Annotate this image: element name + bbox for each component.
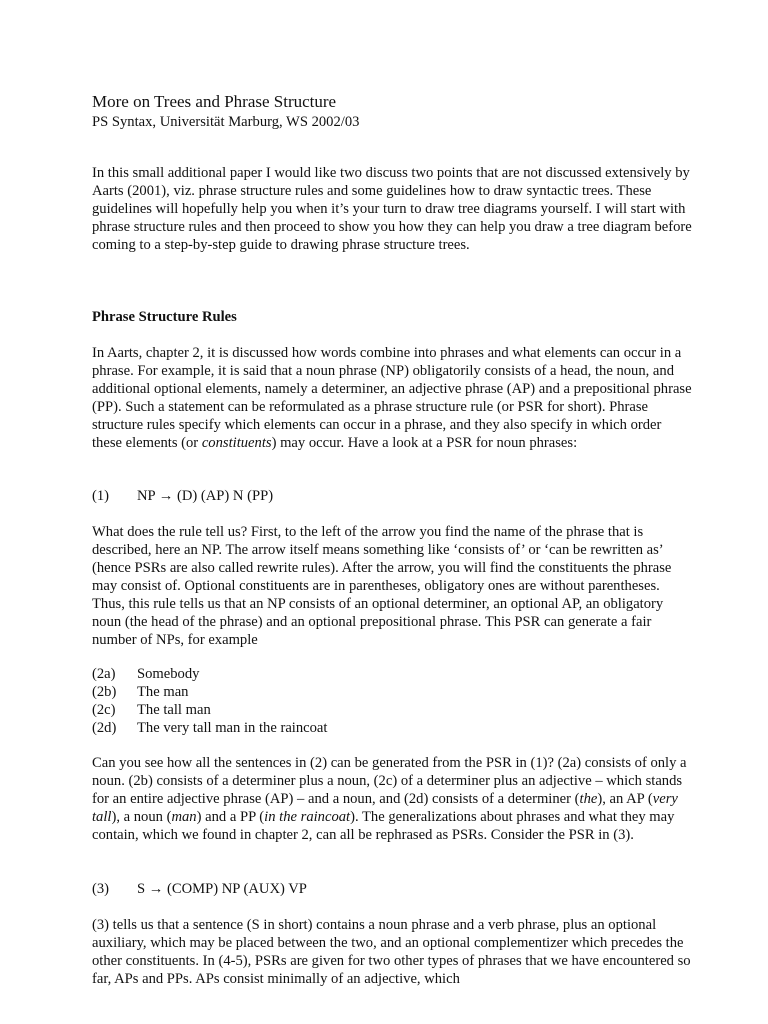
- paragraph-3-text-a: Can you see how all the sentences in (2) can be generated from the PSR in (1)? (2a) consists of only a noun. (2b) consists of a determiner plus a noun, (2c) of a determiner plus an adjective – which stands for an entire adjective phrase (AP) – and a noun, and (2d) consists of a determiner (: [92, 755, 687, 807]
- example-3: [92, 880, 307, 898]
- paragraph-1-text-a: In Aarts, chapter 2, it is discussed how words combine into phrases and what elements can occur in a phrase. For example, it is said that a noun phrase (NP) obligatorily consists of a head, the noun, and additional optional elements, namely a determiner, an adjective phrase (AP) and a prepositional phrase (PP). Such a statement can be reformulated as a phrase structure rule (or PSR for short). Phrase structure rules specify which elements can occur in a phrase, and they also specify in which order these elements (or: [92, 345, 692, 451]
- example-2-list: [92, 665, 327, 737]
- example-2b-text: The man: [137, 684, 189, 700]
- section-heading: Phrase Structure Rules: [92, 309, 237, 325]
- example-1-number: (1): [92, 488, 110, 504]
- example-2c-number: (2c): [92, 702, 116, 718]
- example-1-rule: NP → (D) (AP) N (PP): [137, 488, 274, 504]
- paragraph-3-emphasis-4: in the raincoat: [264, 809, 351, 825]
- example-2d-text: The very tall man in the raincoat: [137, 720, 328, 736]
- example-2d: [92, 719, 327, 737]
- paragraph-2: What does the rule tell us? First, to the left of the arrow you find the name of the phrase that is described, here an NP. The arrow itself means something like ‘consists of’ or ‘can be rewritten as’ (hence PSRs are also called rewrite rules). After the arrow, you will find the constituents the phrase may consist of. Optional constituents are in parentheses, obligatory ones are without parentheses. Thus, this rule tells us that an NP consists of an optional determiner, an optional AP, an obligatory noun (the head of the phrase) and an optional prepositional phrase. This PSR can generate a fair number of NPs, for example: [92, 524, 672, 648]
- paragraph-3-text-b: ), an AP (: [597, 791, 653, 807]
- paragraph-3-emphasis-3: man: [171, 809, 197, 825]
- paragraph-1-text-b: ) may occur. Have a look at a PSR for noun phrases:: [271, 435, 578, 451]
- paragraph-3-text-e: ). The generalizations about phrases and what they may contain, which we found in chapter 2, can all be rephrased as PSRs. Consider the PSR in (3).: [92, 809, 675, 843]
- example-2a: [92, 665, 327, 683]
- paragraph-3-emphasis-1: the: [579, 791, 598, 807]
- example-1: [92, 487, 273, 505]
- paragraph-3-text-d: ) and a PP (: [196, 809, 265, 825]
- paragraph-3-emphasis-2: very tall: [92, 791, 678, 825]
- example-2b-number: (2b): [92, 684, 117, 700]
- intro-paragraph: In this small additional paper I would like two discuss two points that are not discussed extensively by Aarts (2001), viz. phrase structure rules and some guidelines how to draw syntactic trees. These guidelines will hopefully help you when it’s your turn to draw tree diagrams yourself. I will start with phrase structure rules and then proceed to show you how they can help you draw a tree diagram before coming to a step-by-step guide to drawing phrase structure trees.: [92, 165, 692, 253]
- example-2d-number: (2d): [92, 720, 117, 736]
- example-2b: [92, 683, 327, 701]
- example-2a-text: Somebody: [137, 666, 200, 682]
- paragraph-1-emphasis: constituents: [201, 435, 272, 451]
- example-2a-number: (2a): [92, 666, 116, 682]
- paragraph-3-text-c: ), a noun (: [111, 809, 172, 825]
- document-page: [92, 91, 692, 987]
- document-subtitle: PS Syntax, Universität Marburg, WS 2002/03: [92, 114, 360, 130]
- paragraph-1: [92, 344, 692, 452]
- paragraph-4: (3) tells us that a sentence (S in short) contains a noun phrase and a verb phrase, plus an optional auxiliary, which may be placed between the two, and an optional complementizer which precedes the other constituents. In (4-5), PSRs are given for two other types of phrases that we have encountered so far, APs and PPs. APs consist minimally of an adjective, which: [92, 917, 691, 987]
- example-2c-text: The tall man: [137, 702, 211, 718]
- paragraph-3: [92, 754, 692, 844]
- example-3-rule: S → (COMP) NP (AUX) VP: [137, 881, 307, 897]
- document-title: More on Trees and Phrase Structure: [92, 92, 337, 111]
- example-3-number: (3): [92, 881, 110, 897]
- example-2c: [92, 701, 327, 719]
